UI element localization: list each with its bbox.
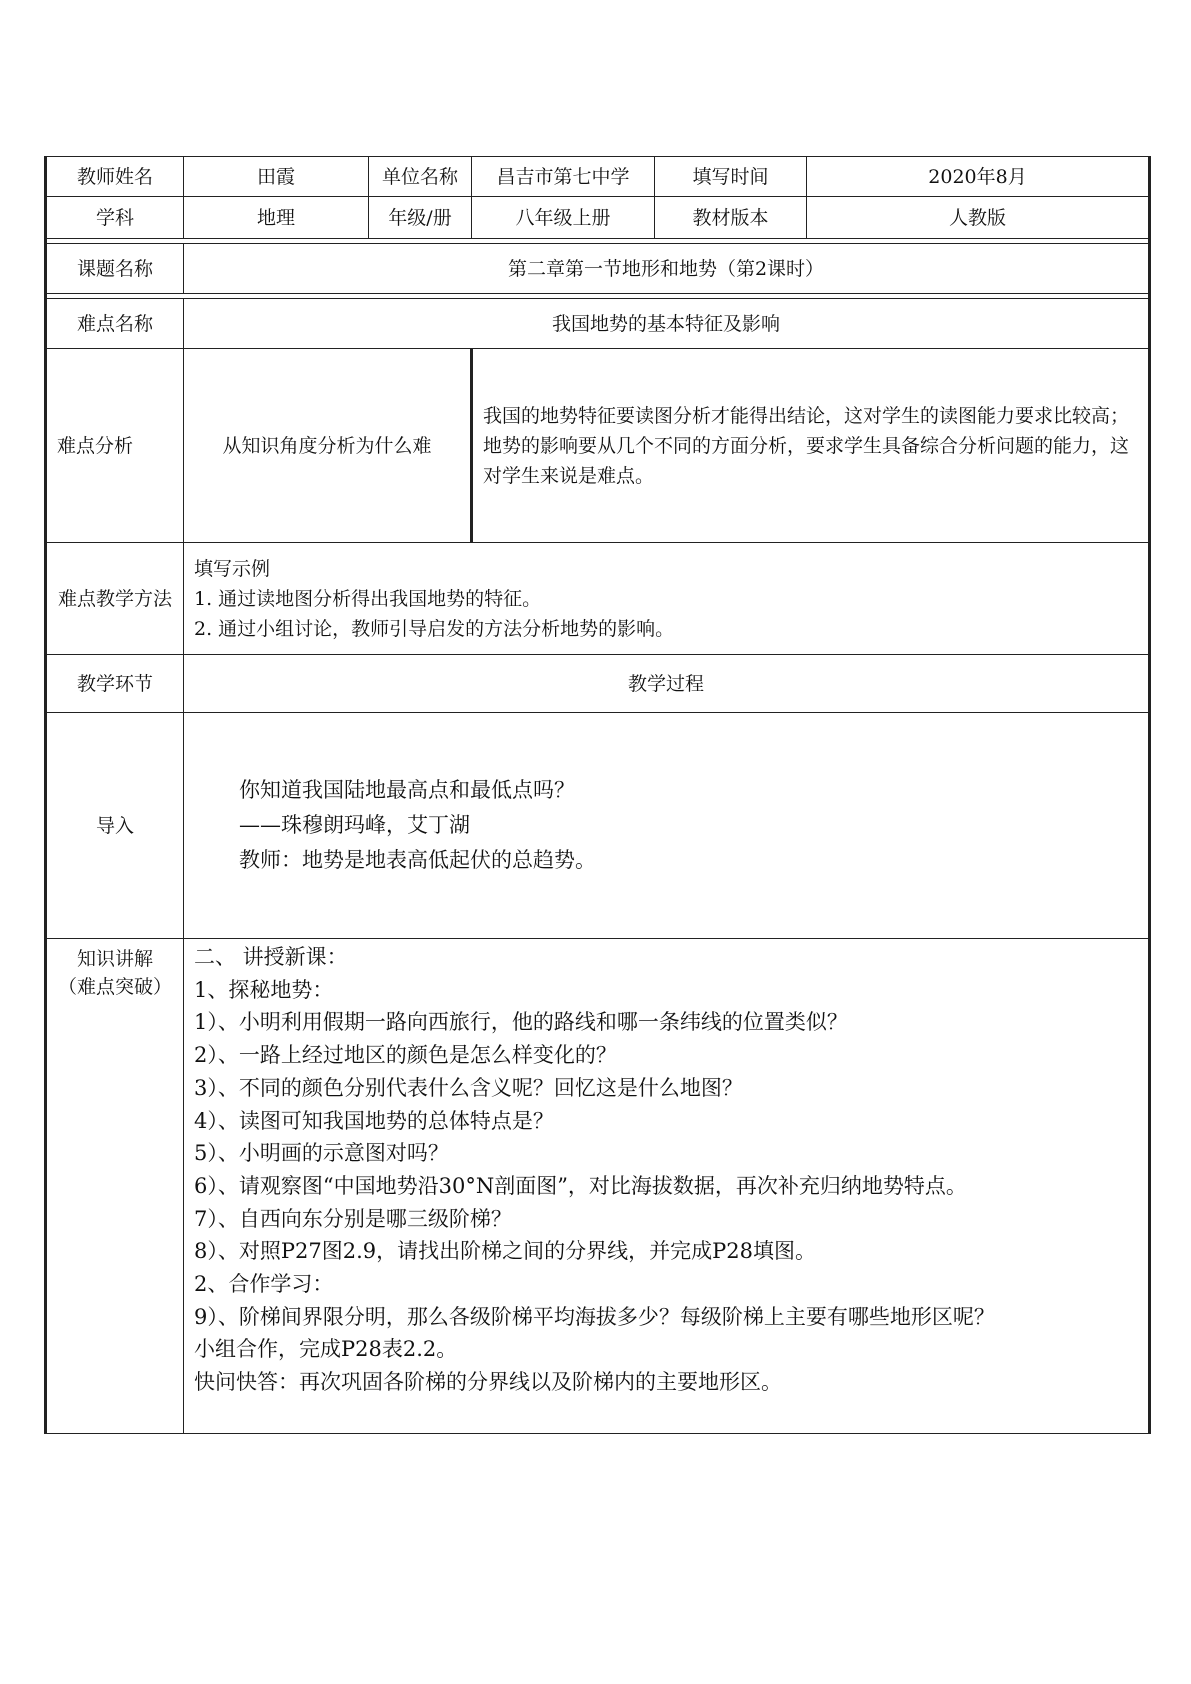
intro-line: 你知道我国陆地最高点和最低点吗？: [239, 778, 575, 802]
subject-value: 地理: [184, 197, 369, 239]
process-label: 教学过程: [184, 655, 1150, 713]
knowledge-line: 二、 讲授新课：: [194, 945, 348, 969]
intro-row: [46, 713, 1150, 939]
difficulty-row: [46, 299, 1150, 349]
method-label: 难点教学方法: [46, 543, 184, 655]
method-line: 填写示例: [194, 557, 271, 580]
difficulty-label: 难点名称: [46, 299, 184, 349]
topic-value: 第二章第一节地形和地势（第2课时）: [184, 244, 1150, 294]
knowledge-line: 1）、小明利用假期一路向西旅行，他的路线和哪一条纬线的位置类似？: [194, 1010, 848, 1035]
difficulty-value: 我国地势的基本特征及影响: [184, 299, 1150, 349]
school-value: 昌吉市第七中学: [472, 157, 655, 197]
knowledge-line: 6）、请观察图“中国地势沿30°N剖面图”，对比海拔数据，再次补充归纳地势特点。: [194, 1173, 967, 1198]
edition-label: 教材版本: [655, 197, 807, 239]
lesson-plan-table: [44, 156, 1151, 1434]
knowledge-line: 2）、一路上经过地区的颜色是怎么样变化的？: [194, 1043, 617, 1068]
intro-line: 教师：地势是地表高低起伏的总趋势。: [239, 848, 596, 872]
lesson-plan-document: [44, 156, 1148, 1434]
method-row: [46, 543, 1150, 655]
teacher-name-label: 教师姓名: [46, 157, 184, 197]
knowledge-line: 快问快答：再次巩固各阶梯的分界线以及阶梯内的主要地形区。: [194, 1370, 782, 1395]
analysis-text: [472, 349, 1150, 543]
knowledge-label-line: （难点突破）: [57, 976, 172, 998]
method-content: [184, 543, 1150, 655]
knowledge-line: 8）、对照P27图2.9，请找出阶梯之间的分界线，并完成P28填图。: [194, 1239, 816, 1264]
subject-label: 学科: [46, 197, 184, 239]
method-line: 2. 通过小组讨论，教师引导启发的方法分析地势的影响。: [194, 617, 675, 640]
method-line: 1. 通过读地图分析得出我国地势的特征。: [194, 587, 542, 610]
intro-line: ——珠穆朗玛峰，艾丁湖: [239, 813, 470, 837]
knowledge-line: 2、合作学习：: [194, 1272, 334, 1297]
analysis-line: 对学生来说是难点。: [483, 464, 655, 487]
analysis-row: [46, 349, 1150, 543]
fill-date-value: 2020年8月: [807, 157, 1150, 197]
analysis-label: 难点分析: [46, 349, 184, 543]
knowledge-line: 7）、自西向东分别是哪三级阶梯？: [194, 1206, 512, 1231]
knowledge-content: [184, 939, 1150, 1434]
knowledge-line: 1、探秘地势：: [194, 977, 334, 1002]
topic-label: 课题名称: [46, 244, 184, 294]
school-label: 单位名称: [369, 157, 472, 197]
edition-value: 人教版: [807, 197, 1150, 239]
grade-value: 八年级上册: [472, 197, 655, 239]
topic-row: [46, 244, 1150, 294]
grade-label: 年级/册: [369, 197, 472, 239]
process-stage-label: 教学环节: [46, 655, 184, 713]
knowledge-label-line: 知识讲解: [76, 948, 153, 970]
knowledge-row: [46, 939, 1150, 1434]
knowledge-line: 3）、不同的颜色分别代表什么含义呢？回忆这是什么地图？: [194, 1075, 743, 1100]
knowledge-line: 9）、阶梯间界限分明，那么各级阶梯平均海拔多少？每级阶梯上主要有哪些地形区呢？: [194, 1304, 995, 1329]
knowledge-line: 5）、小明画的示意图对吗？: [194, 1141, 449, 1166]
process-header-row: [46, 655, 1150, 713]
header-row-2: [46, 197, 1150, 239]
fill-date-label: 填写时间: [655, 157, 807, 197]
knowledge-line: 4）、读图可知我国地势的总体特点是？: [194, 1108, 554, 1133]
knowledge-line: 小组合作，完成P28表2.2。: [194, 1337, 458, 1362]
intro-content: [184, 713, 1150, 939]
analysis-line: 地势的影响要从几个不同的方面分析，要求学生具备综合分析问题的能力，这: [483, 434, 1130, 457]
header-row-1: [46, 157, 1150, 197]
analysis-sub-label: 从知识角度分析为什么难: [184, 349, 472, 543]
teacher-name-value: 田霞: [184, 157, 369, 197]
analysis-line: 我国的地势特征要读图分析才能得出结论，这对学生的读图能力要求比较高；: [483, 404, 1130, 427]
intro-label: 导入: [46, 713, 184, 939]
knowledge-label: [46, 939, 184, 1434]
